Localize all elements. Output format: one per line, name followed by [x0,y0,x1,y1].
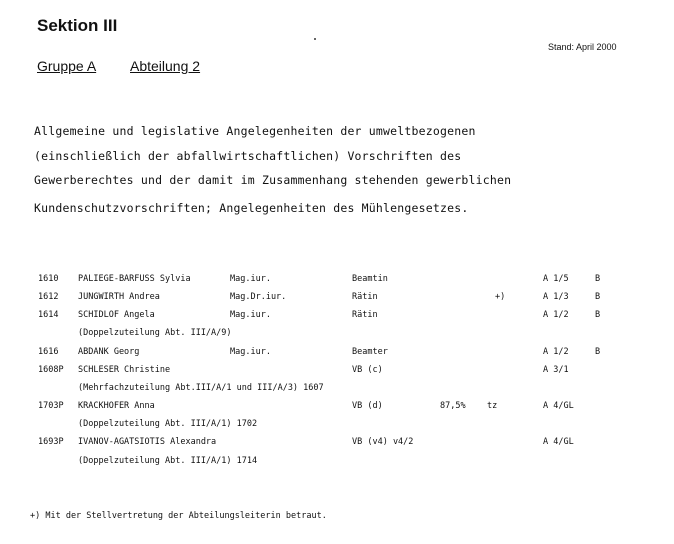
staff-tz: tz [487,401,498,411]
staff-name: SCHIDLOF Angela [78,310,155,320]
staff-grade: A 1/2 [543,310,569,320]
staff-title: Mag.iur. [230,274,271,284]
staff-b: B [595,292,601,302]
staff-name: ABDANK Georg [78,347,140,357]
staff-number: 1693P [38,437,64,447]
staff-function: Beamter [352,347,388,357]
abteilung-heading: Abteilung 2 [130,58,201,74]
staff-number: 1612 [38,292,59,302]
staff-title: Mag.iur. [230,347,271,357]
staff-name: (Doppelzuteilung Abt. III/A/1) 1714 [78,456,258,466]
staff-function: VB (v4) v4/2 [352,437,414,447]
staff-function: VB (c) [352,365,383,375]
scan-speck [314,38,316,40]
gruppe-heading: Gruppe A [37,58,97,74]
staff-grade: A 3/1 [543,365,569,375]
staff-grade: A 1/5 [543,274,569,284]
staff-number: 1610 [38,274,59,284]
staff-number: 1616 [38,347,59,357]
staff-name: JUNGWIRTH Andrea [78,292,160,302]
description-line: Gewerberechtes und der damit im Zusammenhang stehenden gewerblichen [34,173,512,187]
footnote: +) Mit der Stellvertretung der Abteilungsleiterin betraut. [30,511,327,521]
staff-b: B [595,310,601,320]
description-line: Allgemeine und legislative Angelegenheiten der umweltbezogenen [34,124,476,138]
staff-function: VB (d) [352,401,383,411]
staff-function: Rätin [352,310,378,320]
staff-function: Beamtin [352,274,388,284]
staff-name: (Mehrfachzuteilung Abt.III/A/1 und III/A/3) 1607 [78,383,324,393]
staff-number: 1614 [38,310,59,320]
staff-grade: A 4/GL [543,437,574,447]
description-line: (einschließlich der abfallwirtschaftlichen) Vorschriften des [34,149,462,163]
staff-name: SCHLESER Christine [78,365,171,375]
staff-number: 1703P [38,401,64,411]
staff-number: 1608P [38,365,64,375]
staff-title: Mag.Dr.iur. [230,292,287,302]
description-line: Kundenschutzvorschriften; Angelegenheiten des Mühlengesetzes. [34,201,469,215]
staff-b: B [595,274,601,284]
staff-name: KRACKHOFER Anna [78,401,155,411]
staff-title: Mag.iur. [230,310,271,320]
stand-date: Stand: April 2000 [548,42,617,52]
staff-function: Rätin [352,292,378,302]
staff-grade: A 4/GL [543,401,574,411]
staff-name: (Doppelzuteilung Abt. III/A/9) [78,328,232,338]
staff-name: PALIEGE-BARFUSS Sylvia [78,274,191,284]
staff-b: B [595,347,601,357]
staff-grade: A 1/3 [543,292,569,302]
staff-grade: A 1/2 [543,347,569,357]
staff-name: (Doppelzuteilung Abt. III/A/1) 1702 [78,419,258,429]
staff-name: IVANOV-AGATSIOTIS Alexandra [78,437,217,447]
staff-percent: 87,5% [440,401,466,411]
staff-deputy-mark: +) [495,292,506,302]
section-title: Sektion III [37,16,118,35]
